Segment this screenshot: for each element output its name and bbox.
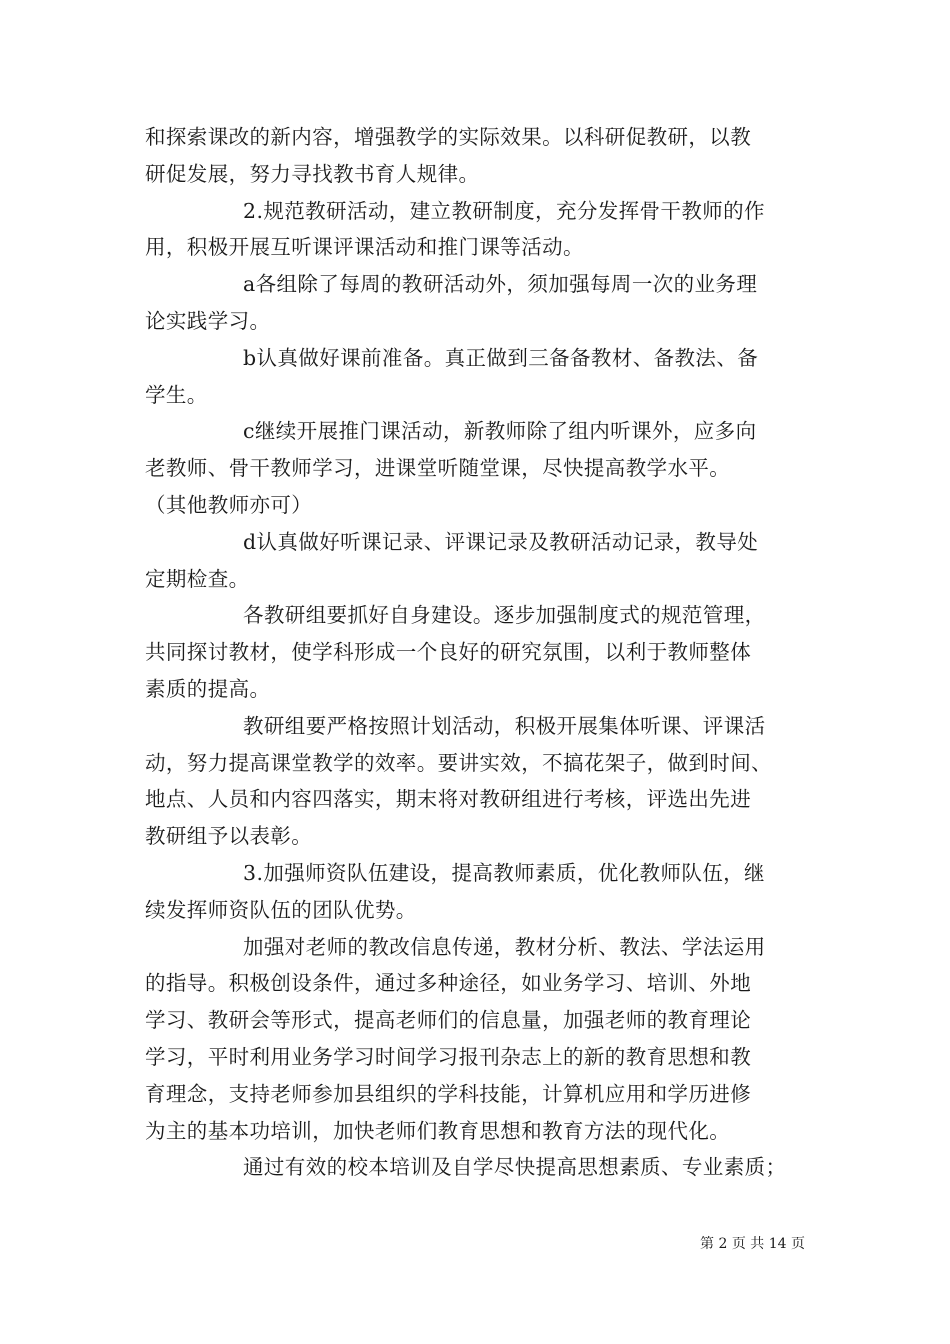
page-number-footer: 第 2 页 共 14 页 (700, 1236, 805, 1252)
text-line: 各教研组要抓好自身建设。逐步加强制度式的规范管理， (243, 603, 766, 628)
paragraph (145, 1149, 810, 1186)
text-line: 教研组要严格按照计划活动，积极开展集体听课、评课活 (243, 713, 766, 738)
paragraph (145, 193, 810, 267)
text-line: 动，努力提高课堂教学的效率。要讲实效，不搞花架子，做到时间、 (145, 750, 772, 775)
paragraph (145, 266, 810, 340)
text-line: 定期检查。 (145, 566, 250, 591)
text-line: d认真做好听课记录、评课记录及教研活动记录，教导处 (243, 529, 759, 554)
text-line: 论实践学习。 (145, 308, 271, 333)
text-line: 为主的基本功培训，加快老师们教育思想和教育方法的现代化。 (145, 1118, 731, 1143)
text-line: 育理念，支持老师参加县组织的学科技能，计算机应用和学历进修 (145, 1081, 752, 1106)
text-line: 2.规范教研活动，建立教研制度，充分发挥骨干教师的作 (243, 198, 765, 223)
text-line: 用，积极开展互听课评课活动和推门课等活动。 (145, 235, 584, 260)
paragraph (145, 340, 810, 414)
text-line: 共同探讨教材，使学科形成一个良好的研究氛围，以利于教师整体 (145, 640, 752, 665)
paragraph (145, 413, 810, 523)
paragraph (145, 708, 810, 855)
text-line: c继续开展推门课活动，新教师除了组内听课外，应多向 (243, 419, 757, 444)
text-line: 续发挥师资队伍的团队优势。 (145, 897, 417, 922)
text-line: 和探索课改的新内容，增强教学的实际效果。以科研促教研，以教 (145, 125, 752, 149)
text-line: 老教师、骨干教师学习，进课堂听随堂课，尽快提高教学水平。 (145, 456, 731, 481)
paragraph (145, 524, 810, 598)
paragraph (145, 119, 810, 193)
text-line: 学习，平时利用业务学习时间学习报刊杂志上的新的教育思想和教 (145, 1044, 752, 1069)
text-line: 研促发展，努力寻找教书育人规律。 (145, 161, 480, 186)
text-line: 地点、人员和内容四落实，期末将对教研组进行考核，评选出先进 (145, 787, 752, 812)
text-line: 加强对老师的教改信息传递，教材分析、教法、学法运用 (243, 934, 766, 959)
document-body (145, 119, 810, 1186)
text-line: 的指导。积极创设条件，通过多种途径，如业务学习、培训、外地 (145, 971, 752, 996)
text-line: 教研组予以表彰。 (145, 824, 313, 849)
paragraph (145, 929, 810, 1150)
text-line: 学习、教研会等形式，提高老师们的信息量，加强老师的教育理论 (145, 1008, 752, 1033)
text-line: 学生。 (145, 382, 208, 407)
text-line: b认真做好课前准备。真正做到三备备教材、备教法、备 (243, 345, 759, 370)
text-line: a各组除了每周的教研活动外，须加强每周一次的业务理 (243, 272, 758, 297)
text-line: 素质的提高。 (145, 676, 271, 701)
text-line: （其他教师亦可） (145, 492, 313, 517)
paragraph (145, 597, 810, 707)
text-line: 3.加强师资队伍建设，提高教师素质，优化教师队伍，继 (243, 860, 765, 885)
text-line: 通过有效的校本培训及自学尽快提高思想素质、专业素质； (243, 1155, 787, 1180)
paragraph (145, 855, 810, 929)
